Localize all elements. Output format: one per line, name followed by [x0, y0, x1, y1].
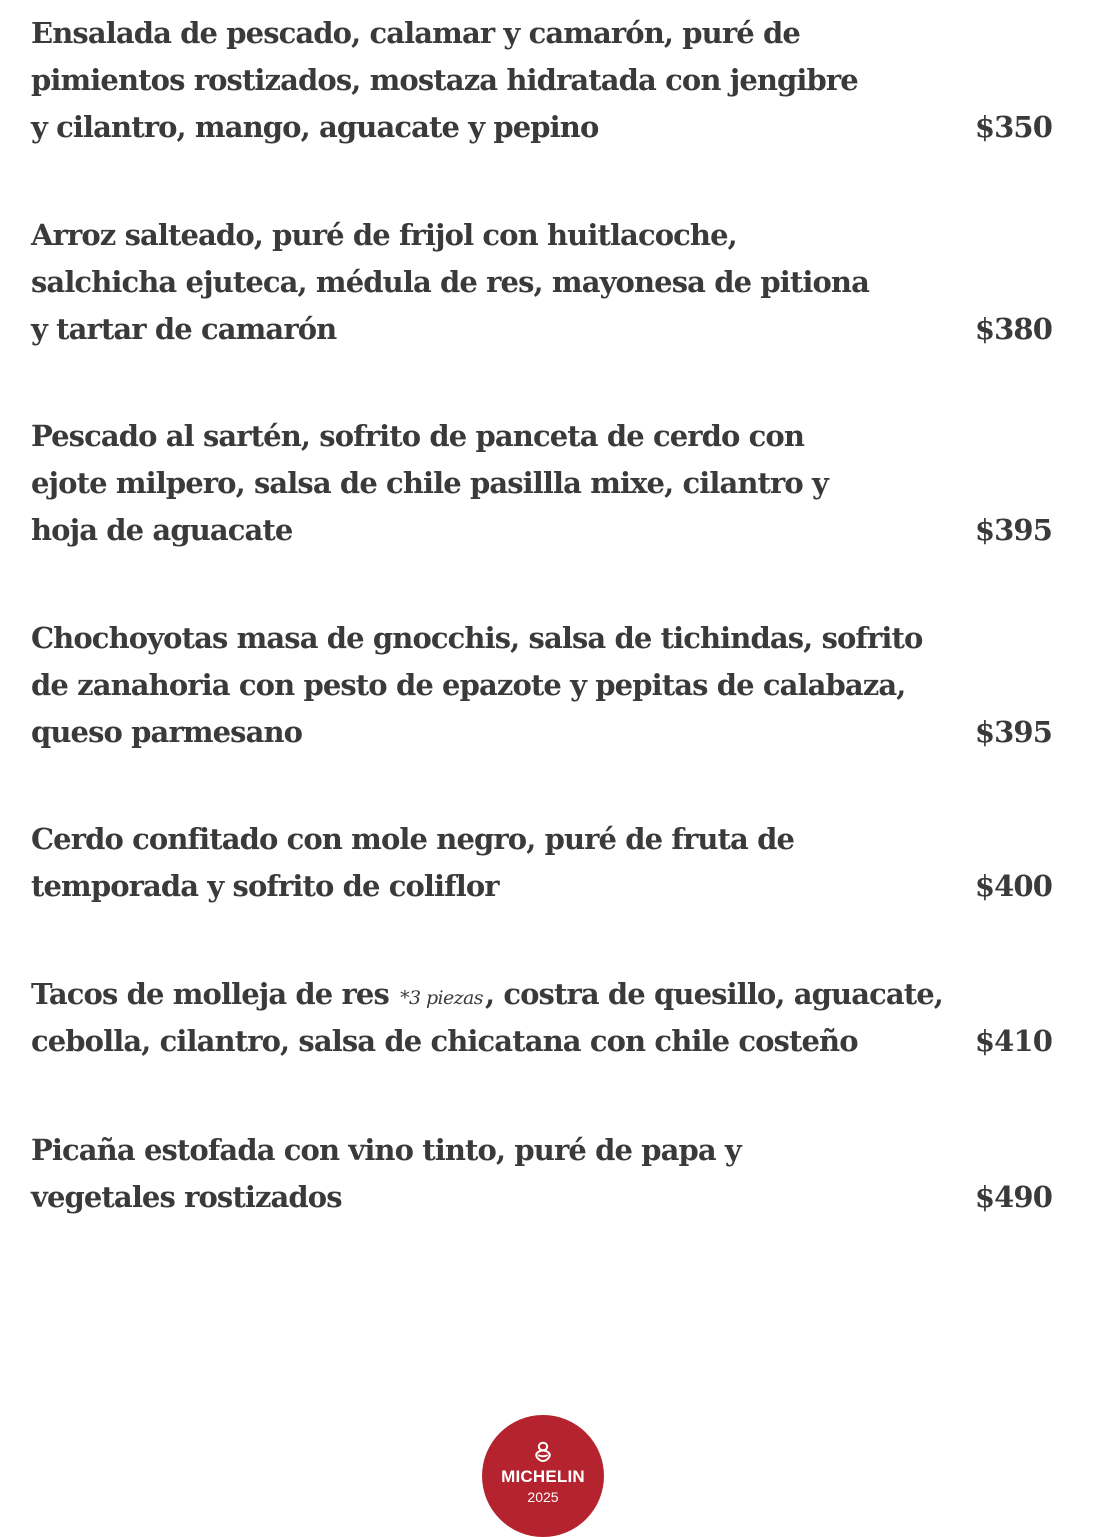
menu-item-description: Arroz salteado, puré de frijol con huitlacoche, [31, 218, 737, 252]
quantity-note: *3 piezas [400, 987, 483, 1009]
michelin-man-icon [531, 1440, 555, 1464]
menu-item-description: ejote milpero, salsa de chile pasillla mixe, cilantro y [31, 466, 828, 500]
menu-item-description: queso parmesano [31, 715, 303, 749]
menu-item-price: $395 [974, 513, 1052, 547]
menu-item-price: $380 [974, 312, 1052, 346]
menu-item-description: y cilantro, mango, aguacate y pepino [31, 110, 599, 144]
menu-item-price: $490 [974, 1180, 1052, 1214]
menu-item-description: Picaña estofada con vino tinto, puré de papa y [31, 1133, 741, 1167]
menu-item [31, 1127, 1051, 1221]
menu-item-description: y tartar de camarón [31, 312, 337, 346]
menu-item [31, 212, 1051, 353]
menu-item-description: Cerdo confitado con mole negro, puré de fruta de [31, 822, 795, 856]
menu-item-description: Pescado al sartén, sofrito de panceta de cerdo con [31, 419, 805, 453]
menu-item-price: $400 [974, 869, 1052, 903]
menu-item [31, 615, 1051, 756]
menu-item [31, 413, 1051, 554]
menu-item [31, 816, 1051, 910]
menu-item [31, 10, 1051, 151]
menu-item-text: Tacos de molleja de res [31, 977, 389, 1011]
menu-item-description: cebolla, cilantro, salsa de chicatana con chile costeño [31, 1024, 858, 1058]
menu-item-description: pimientos rostizados, mostaza hidratada con jengibre [31, 63, 858, 97]
badge-year: 2025 [527, 1489, 559, 1505]
menu-item-description: salchicha ejuteca, médula de res, mayonesa de pitiona [31, 265, 869, 299]
menu-item [31, 971, 1051, 1065]
menu-item-price: $350 [974, 110, 1052, 144]
michelin-badge [482, 1415, 604, 1537]
menu-item-text: , costra de quesillo, aguacate, [484, 977, 944, 1011]
menu-item-description: de zanahoria con pesto de epazote y pepitas de calabaza, [31, 668, 906, 702]
menu-item-description: Chochoyotas masa de gnocchis, salsa de tichindas, sofrito [31, 621, 923, 655]
menu-item-description: hoja de aguacate [31, 513, 293, 547]
menu-item-description: vegetales rostizados [31, 1180, 342, 1214]
badge-brand: MICHELIN [501, 1467, 585, 1486]
menu-item-description [31, 971, 1051, 1018]
menu-item-price: $395 [974, 715, 1052, 749]
menu-item-price: $410 [974, 1024, 1052, 1058]
menu-item-description: Ensalada de pescado, calamar y camarón, puré de [31, 16, 800, 50]
menu-item-description: temporada y sofrito de coliflor [31, 869, 499, 903]
